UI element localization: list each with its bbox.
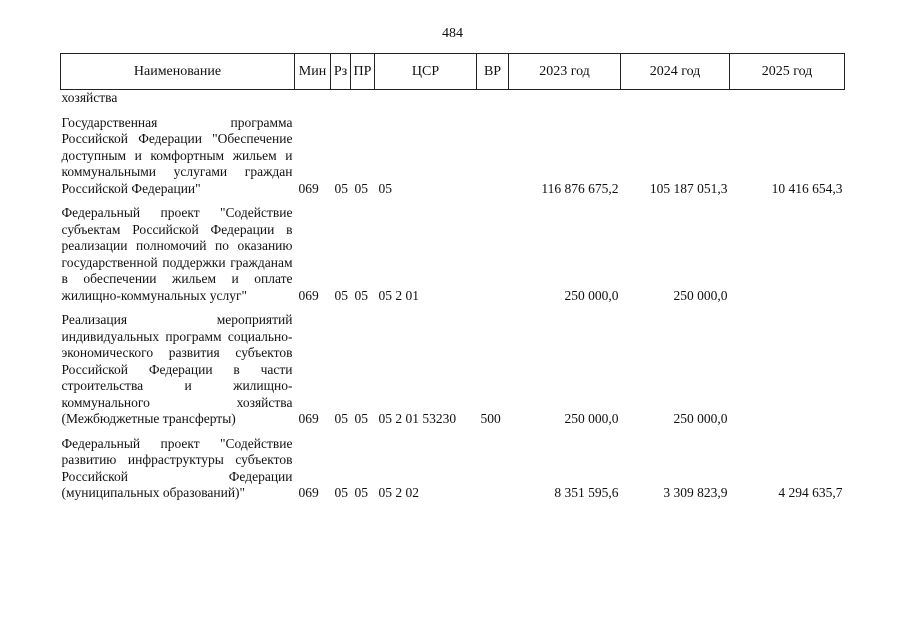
header-csr: ЦСР [375,54,477,90]
row-2024: 105 187 051,3 [649,180,728,196]
row-csr: 05 2 01 53230 [378,411,457,426]
row-2025 [730,312,845,428]
continuation-text: хозяйства [61,90,118,105]
row-name: Государственная программа Российской Федерации "Обеспечение доступным и комфортным жильем и коммунальными услугами граждан Российской Федерации" [61,114,293,196]
row-2024: 250 000,0 [673,287,728,303]
header-2024: 2024 год [621,54,730,90]
page-number: 484 [442,26,463,41]
row-csr: 05 2 01 [378,287,419,303]
row-vr: 500 [480,411,501,426]
header-name: Наименование [61,54,295,90]
row-csr: 05 2 02 [378,485,419,500]
row-vr [477,115,509,198]
table-row [61,115,845,198]
header-vr: ВР [477,54,509,90]
header-2025: 2025 год [730,54,845,90]
row-name: Реализация мероприятий индивидуальных программ социально-экономического развития субъектов Российской Федерации в части строительства и жилищно-коммунального хозяйства (Межбюджетные трансферты) [61,312,293,426]
row-rz: 05 [334,411,348,426]
header-pr: ПР [351,54,375,90]
header-min: Мин [295,54,331,90]
row-csr: 05 [378,180,392,196]
row-pr: 05 [354,485,368,500]
table-row [61,312,845,428]
row-pr: 05 [354,411,368,426]
row-2024: 3 309 823,9 [663,485,728,500]
budget-table [60,53,845,502]
row-2025: 4 294 635,7 [778,485,843,500]
header-rz: Рз [331,54,351,90]
row-min: 069 [298,180,319,196]
table-row [61,205,845,304]
row-pr: 05 [354,287,368,303]
row-rz: 05 [334,485,348,500]
row-name: Федеральный проект "Содействие субъектам Российской Федерации в реализации полномочий по оказанию государственной поддержки гражданам в обеспечении жильем и оплате жилищно-коммунальных услуг" [61,205,293,303]
row-2023: 116 876 675,2 [541,180,619,196]
row-2023: 8 351 595,6 [554,485,619,500]
header-2023: 2023 год [509,54,621,90]
continuation-row [61,90,845,107]
row-min: 069 [298,411,319,426]
row-2025 [730,205,845,304]
row-2025: 10 416 654,3 [771,180,843,196]
table-body [61,90,845,502]
table-header [61,54,845,90]
row-2023: 250 000,0 [564,411,619,426]
row-2023: 250 000,0 [564,287,619,303]
row-vr [477,205,509,304]
row-rz: 05 [334,180,348,196]
row-2024: 250 000,0 [673,411,728,426]
row-vr [477,436,509,502]
table-row [61,436,845,502]
row-name: Федеральный проект "Содействие развитию инфраструктуры субъектов Российской Федерации (муниципальных образований)" [61,435,293,500]
row-pr: 05 [354,180,368,196]
row-min: 069 [298,485,319,500]
row-rz: 05 [334,287,348,303]
row-min: 069 [298,287,319,303]
